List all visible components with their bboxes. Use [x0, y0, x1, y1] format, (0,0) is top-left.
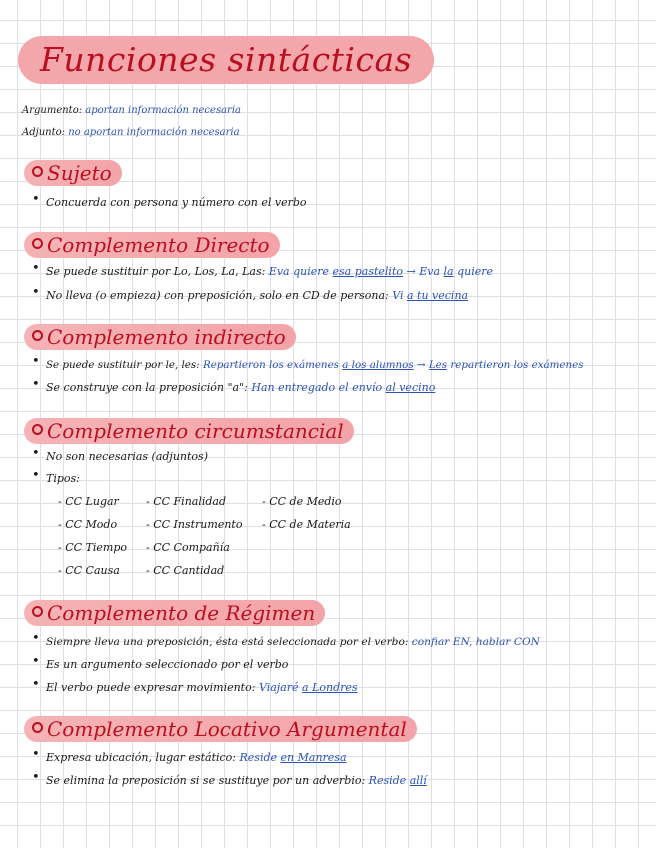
bullet-ci-1: [46, 357, 584, 373]
bullet-cc-2: • Tipos:: [46, 471, 80, 487]
example-text: Eva quiere: [268, 265, 330, 278]
bullet-text: Expresa ubicación, lugar estático:: [46, 751, 237, 764]
example-text: repartieron los exámenes: [450, 359, 584, 371]
bullet-cr-1: [46, 634, 540, 650]
heading-label: Complemento de Régimen: [47, 601, 316, 625]
example-text: Reside: [239, 751, 278, 764]
section-heading-cd: [24, 232, 280, 258]
bullet-text: No lleva (o empieza) con preposición, solo en CD de persona:: [46, 289, 389, 302]
heading-label: Complemento Directo: [47, 233, 270, 257]
circle-bullet-icon: [32, 722, 43, 733]
bullet-cr-3: [46, 680, 358, 696]
heading-label: Complemento circumstancial: [47, 419, 344, 443]
bullet-text: Siempre lleva una preposición, ésta está seleccionada por el verbo:: [46, 636, 409, 648]
tipo-item: - CC Causa: [58, 563, 120, 579]
section-heading-ci: [24, 324, 296, 350]
heading-label: Complemento indirecto: [47, 325, 286, 349]
section-heading-sujeto: [24, 160, 122, 186]
bullet-cd-1: [46, 264, 493, 280]
bullet-sujeto-1: • Concuerda con persona y número con el verbo: [46, 195, 307, 211]
bullet-text: El verbo puede expresar movimiento:: [46, 681, 256, 694]
argumento-text: aportan información necesaria: [85, 105, 241, 116]
tipo-item: - CC de Medio: [262, 494, 342, 510]
adjunto-text: no aportan información necesaria: [68, 127, 240, 138]
example-text: Vi: [392, 289, 404, 302]
example-text: Reside: [368, 774, 407, 787]
tipo-item: - CC Tiempo: [58, 540, 127, 556]
example-underlined: a tu vecina: [406, 289, 469, 302]
page-title: Funciones sintácticas: [18, 36, 434, 84]
example-text: Han entregado el envío: [251, 381, 383, 394]
arrow-right-icon: →: [416, 359, 426, 371]
bullet-cc-1: • No son necesarias (adjuntos): [46, 449, 208, 465]
tipo-item: - CC Lugar: [58, 494, 119, 510]
example-underlined: la: [443, 265, 454, 278]
bullet-text: Se elimina la preposición si se sustituye por un adverbio:: [46, 774, 366, 787]
heading-label: Sujeto: [47, 161, 112, 185]
bullet-text: Se puede sustituir por le, les:: [46, 359, 200, 371]
example-text: quiere: [457, 265, 494, 278]
example-underlined: Les: [428, 359, 448, 371]
example-text: confiar EN, hablar CON: [411, 636, 540, 648]
heading-label: Complemento Locativo Argumental: [47, 717, 407, 741]
tipo-item: - CC de Materia: [262, 517, 351, 533]
bullet-cd-2: [46, 288, 468, 304]
tipo-item: - CC Modo: [58, 517, 117, 533]
circle-bullet-icon: [32, 330, 43, 341]
section-heading-cla: [24, 716, 417, 742]
bullet-text: Se construye con la preposición "a":: [46, 381, 248, 394]
bullet-cla-2: [46, 773, 427, 789]
bullet-text: Se puede sustituir por Lo, Los, La, Las:: [46, 265, 266, 278]
circle-bullet-icon: [32, 606, 43, 617]
bullet-cla-1: [46, 750, 347, 766]
bullet-cr-2: • Es un argumento seleccionado por el verbo: [46, 657, 288, 673]
adjunto-label: Adjunto:: [22, 127, 66, 138]
arrow-right-icon: →: [406, 265, 416, 278]
tipo-item: - CC Compañía: [146, 540, 230, 556]
example-text: Eva: [419, 265, 441, 278]
example-text: Viajaré: [258, 681, 299, 694]
tipo-item: - CC Finalidad: [146, 494, 226, 510]
bullet-ci-2: [46, 380, 435, 396]
circle-bullet-icon: [32, 166, 43, 177]
definition-argumento: [22, 104, 241, 118]
circle-bullet-icon: [32, 424, 43, 435]
example-underlined: allí: [409, 774, 427, 787]
example-underlined: esa pastelito: [332, 265, 403, 278]
definition-adjunto: [22, 126, 240, 140]
argumento-label: Argumento:: [22, 105, 83, 116]
example-underlined: a los alumnos: [342, 359, 414, 371]
section-heading-cr: [24, 600, 325, 626]
tipo-item: - CC Instrumento: [146, 517, 242, 533]
example-underlined: al vecino: [385, 381, 436, 394]
circle-bullet-icon: [32, 238, 43, 249]
example-underlined: en Manresa: [280, 751, 347, 764]
example-text: Repartieron los exámenes: [202, 359, 339, 371]
section-heading-cc: [24, 418, 354, 444]
tipo-item: - CC Cantidad: [146, 563, 224, 579]
example-underlined: a Londres: [302, 681, 358, 694]
